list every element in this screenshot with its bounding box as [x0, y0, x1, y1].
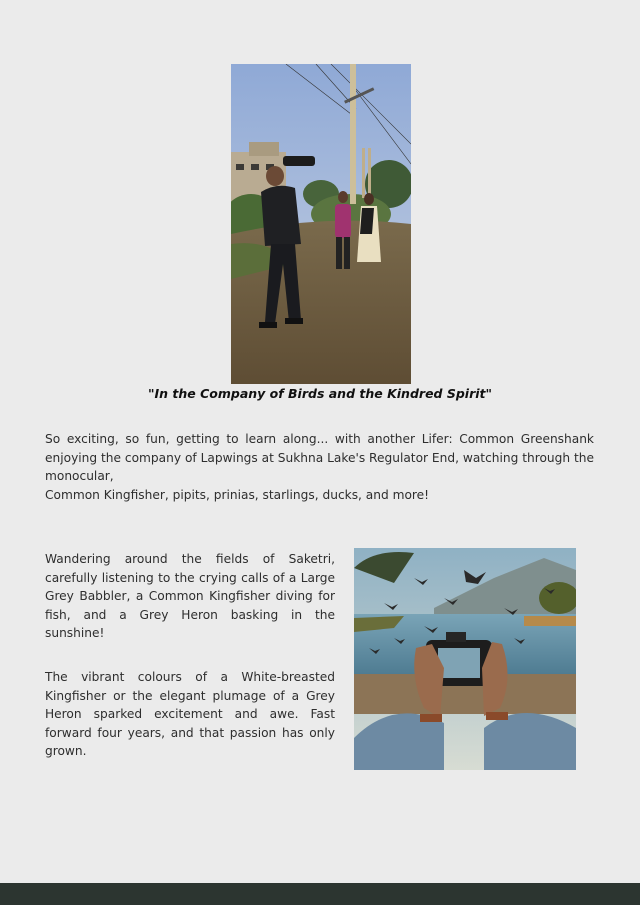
lake-birds-camera-photo — [354, 548, 576, 770]
paragraph-greenshank-text: So exciting, so fun, getting to learn along... with another Lifer: Common Greenshank enjoying the company of Lapwings at Sukhna Lake's Regulator End, watching through the monocular, — [45, 432, 594, 483]
photo-caption: "In the Company of Birds and the Kindred Spirit" — [147, 386, 493, 401]
footer-bar — [0, 883, 640, 905]
paragraph-saketri: Wandering around the fields of Saketri, carefully listening to the crying calls of a Large Grey Babbler, a Common Kingfisher diving for fish, and a Grey Heron basking in the sunshine! — [45, 552, 335, 640]
paragraph-greenshank-line2: Common Kingfisher, pipits, prinias, starlings, ducks, and more! — [45, 487, 430, 502]
birdwatchers-photo — [231, 64, 411, 384]
paragraph-greenshank — [45, 430, 594, 504]
paragraph-passion: The vibrant colours of a White-breasted Kingfisher or the elegant plumage of a Grey Heron sparked excitement and awe. Fast forward four years, and that passion has only grown. — [45, 670, 335, 758]
